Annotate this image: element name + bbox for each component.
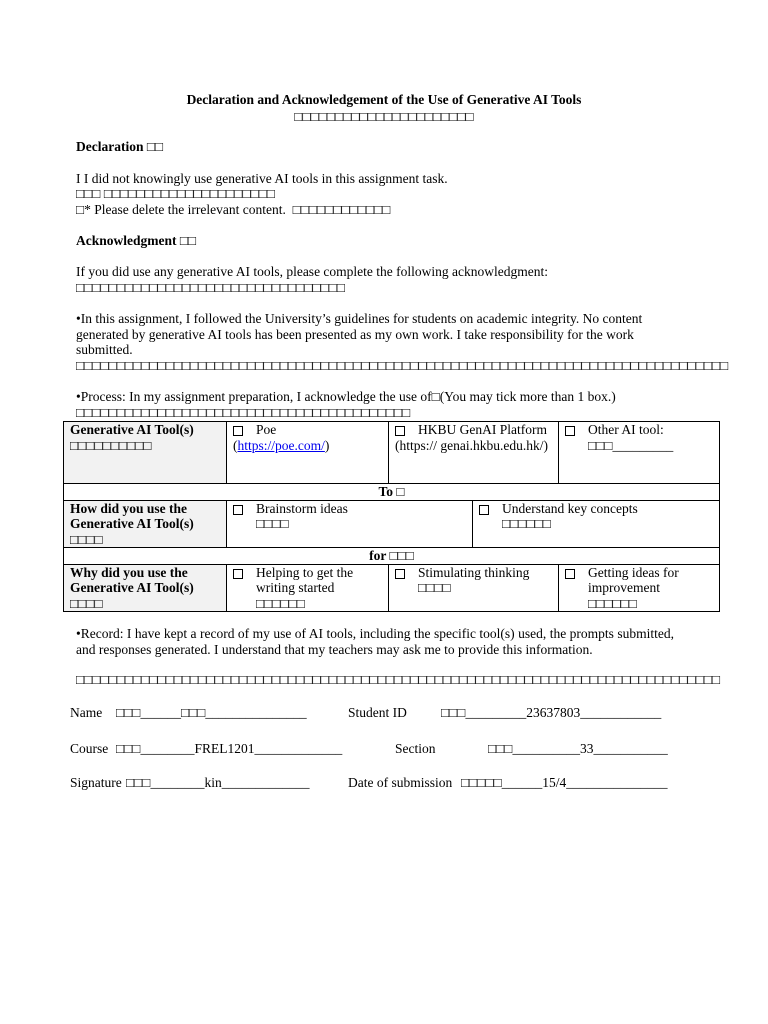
tools-row-header	[64, 422, 227, 484]
why-header-label: Why did you use the Generative AI Tool(s)	[70, 564, 194, 595]
acknowledgment-heading: Acknowledgment □□	[76, 233, 197, 248]
why-row	[64, 564, 720, 612]
stimulating-label: Stimulating thinking	[418, 564, 530, 580]
date-of-submission-label: Date of submission	[348, 775, 453, 790]
form-title-chinese: □□□□□□□□□□□□□□□□□□□□□□	[294, 109, 474, 124]
understand-label-chinese: □□□□□□	[502, 516, 551, 531]
course-label: Course	[70, 741, 109, 756]
section-label: Section	[395, 741, 436, 756]
understand-checkbox[interactable]	[479, 505, 489, 515]
to-divider-row	[64, 484, 720, 501]
poe-label: Poe	[256, 422, 277, 437]
form-title: Declaration and Acknowledgement of the Use of Generative AI Tools	[186, 92, 582, 107]
helping-option[interactable]	[227, 564, 389, 612]
delete-irrelevant-note	[76, 202, 390, 218]
tools-header-label: Generative AI Tool(s)	[70, 422, 194, 437]
helping-label-chinese: □□□□□□	[256, 595, 305, 611]
delete-note-english: □* Please delete the irrelevant content.	[76, 202, 286, 217]
process-statement: •Process: In my assignment preparation, I acknowledge the use of□(You may tick more than 1 box.)	[76, 389, 616, 404]
other-tool-label: Other AI tool:	[588, 422, 664, 437]
brainstorm-checkbox[interactable]	[233, 505, 243, 515]
getting-ideas-checkbox[interactable]	[565, 569, 575, 579]
why-header-label-chinese: □□□□	[70, 595, 103, 611]
record-statement: •Record: I have kept a record of my use of AI tools, including the specific tool(s) used, the prompts submitted, and responses generated. I understand that my teachers may ask me to provide this information.	[76, 626, 674, 657]
how-row	[64, 500, 720, 548]
tools-header-label-chinese: □□□□□□□□□□	[70, 437, 152, 453]
stimulating-option[interactable]	[389, 564, 559, 612]
hkbu-checkbox[interactable]	[395, 426, 405, 436]
to-divider: To □	[64, 484, 720, 501]
student-id-field[interactable]: □□□_________23637803____________	[441, 705, 662, 720]
delete-note-chinese: □□□□□□□□□□□□	[292, 202, 391, 217]
acknowledgment-intro-chinese: □□□□□□□□□□□□□□□□□□□□□□□□□□□□□□□□□	[76, 280, 346, 295]
why-row-header	[64, 564, 227, 612]
signature-field[interactable]: □□□________kin_____________	[126, 775, 310, 790]
understand-label: Understand key concepts	[502, 500, 638, 516]
helping-checkbox[interactable]	[233, 569, 243, 579]
name-label: Name	[70, 705, 103, 720]
other-tool-checkbox[interactable]	[565, 426, 575, 436]
getting-ideas-label-chinese: □□□□□□	[588, 595, 637, 611]
poe-checkbox[interactable]	[233, 426, 243, 436]
other-tool-option[interactable]	[559, 422, 720, 484]
helping-label: Helping to get the writing started	[256, 564, 354, 595]
section-field[interactable]: □□□__________33___________	[488, 741, 668, 756]
hkbu-option[interactable]	[389, 422, 559, 484]
poe-link[interactable]: https://poe.com/	[237, 437, 325, 453]
acknowledgment-intro: If you did use any generative AI tools, please complete the following acknowledgment:	[76, 264, 548, 279]
academic-integrity-statement-chinese: □□□□□□□□□□□□□□□□□□□□□□□□□□□□□□□□□□□□□□□□□□□□□□□□□□□□□□□□□□□□□□□□□□□□□□□□□□□□□□□□	[76, 358, 729, 373]
for-divider-row	[64, 548, 720, 565]
date-of-submission-field[interactable]: □□□□□______15/4_______________	[461, 775, 668, 790]
getting-ideas-option[interactable]	[559, 564, 720, 612]
declaration-heading: Declaration □□	[76, 139, 164, 154]
understand-option[interactable]	[473, 500, 720, 548]
process-statement-chinese: □□□□□□□□□□□□□□□□□□□□□□□□□□□□□□□□□□□□□□□□□	[76, 405, 411, 420]
stimulating-checkbox[interactable]	[395, 569, 405, 579]
brainstorm-option[interactable]	[227, 500, 473, 548]
name-field[interactable]: □□□______□□□_______________	[116, 705, 307, 720]
how-header-label-chinese: □□□□	[70, 531, 103, 547]
getting-ideas-label: Getting ideas for improvement	[588, 564, 679, 595]
hkbu-label: HKBU GenAI Platform	[418, 422, 547, 437]
for-divider: for □□□	[64, 548, 720, 565]
record-statement-chinese: □□□□□□□□□□□□□□□□□□□□□□□□□□□□□□□□□□□□□□□□□□□□□□□□□□□□□□□□□□□□□□□□□□□□□□□□□□□□□□□	[76, 672, 721, 687]
stimulating-label-chinese: □□□□	[418, 580, 451, 595]
academic-integrity-statement: •In this assignment, I followed the University’s guidelines for students on academic integrity. No content generated by generative AI tools has been presented as my own work. I take responsibility for the work submitted.	[76, 311, 643, 357]
ai-usage-table	[63, 421, 720, 612]
signature-label: Signature	[70, 775, 122, 790]
how-header-label: How did you use the Generative AI Tool(s)	[70, 500, 194, 531]
declaration-statement-chinese: □□□ □□□□□□□□□□□□□□□□□□□□□	[76, 186, 276, 201]
poe-option[interactable]: Poe (https://poe.com/)	[227, 422, 389, 484]
course-field[interactable]: □□□________FREL1201_____________	[116, 741, 343, 756]
student-id-label: Student ID	[348, 705, 407, 720]
brainstorm-label: Brainstorm ideas	[256, 500, 348, 516]
brainstorm-label-chinese: □□□□	[256, 516, 289, 531]
hkbu-url: (https:// genai.hkbu.edu.hk/)	[395, 437, 548, 453]
other-tool-blank: □□□_________	[588, 437, 674, 453]
declaration-statement: I I did not knowingly use generative AI tools in this assignment task.	[76, 171, 448, 186]
tools-row	[64, 422, 720, 484]
how-row-header	[64, 500, 227, 548]
